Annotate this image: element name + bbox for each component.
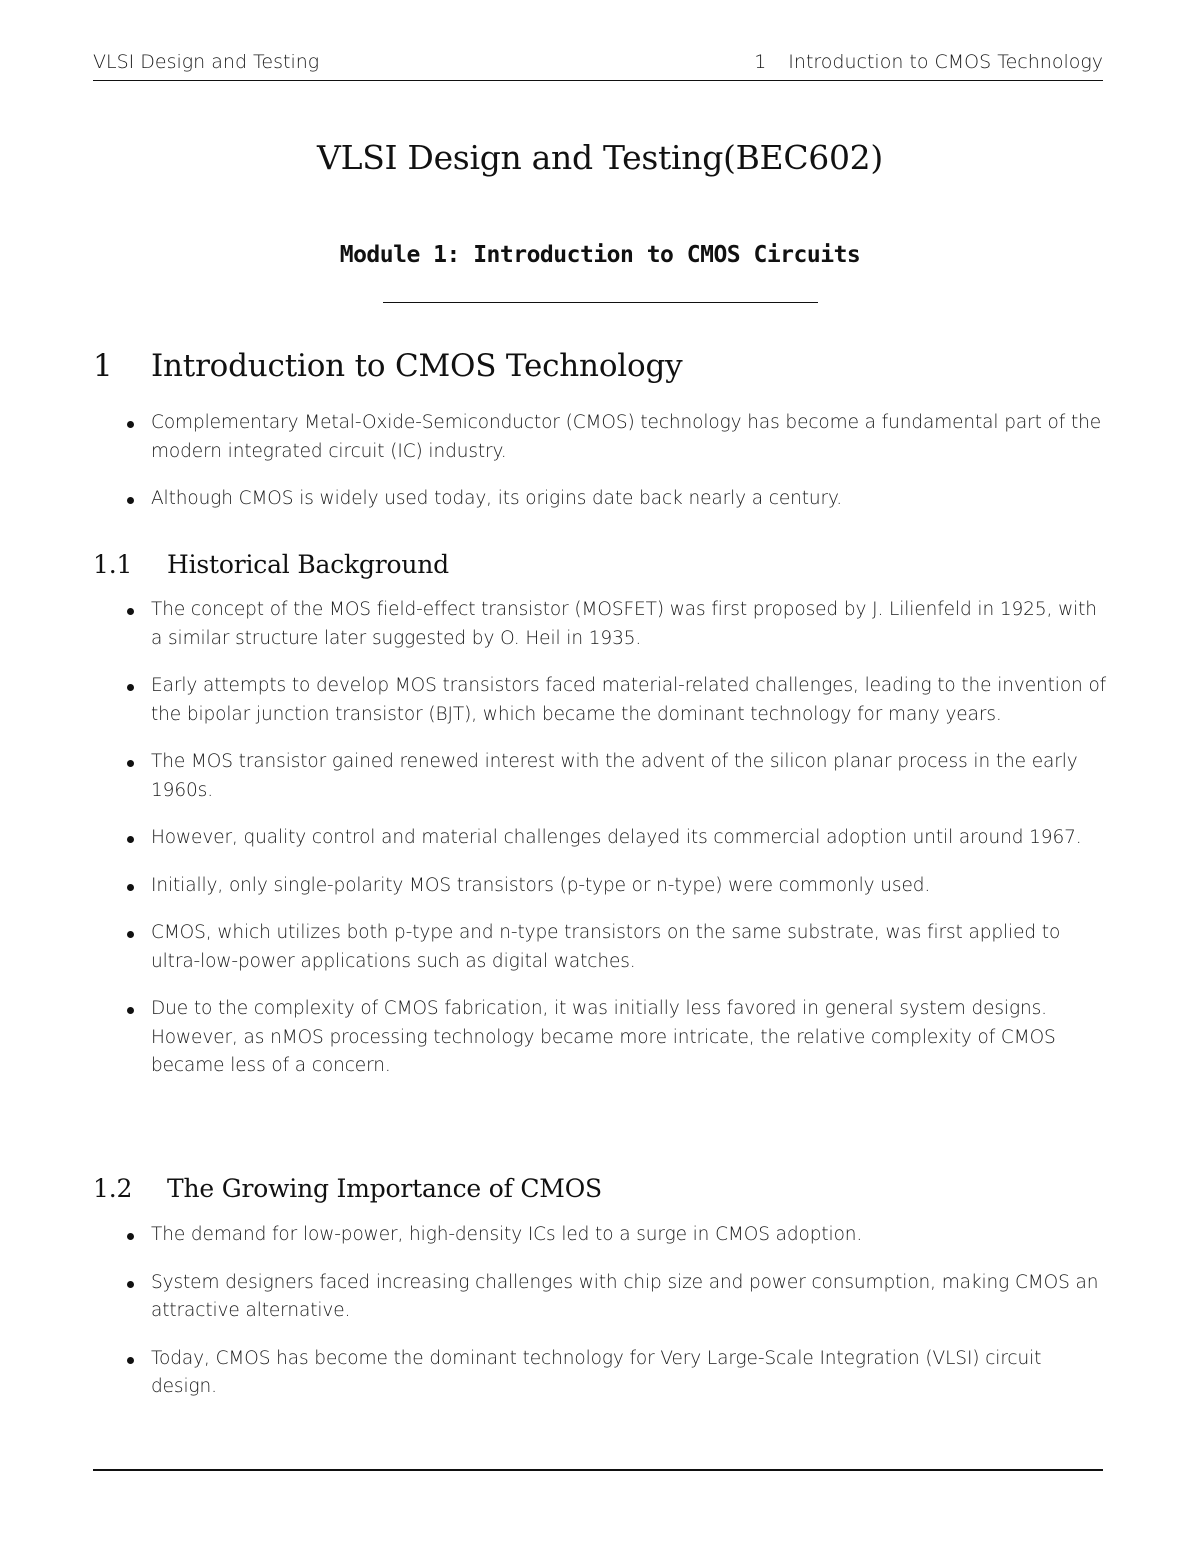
list-item [127, 1221, 1107, 1250]
subsection-title: The Growing Importance of CMOS [167, 1174, 602, 1203]
section-1-1-bullet-list [127, 596, 1107, 1100]
header-section-title: Introduction to CMOS Technology [788, 51, 1103, 73]
bullet-icon [127, 1007, 134, 1014]
section-1-2-bullet-list [127, 1221, 1107, 1421]
list-item-text: Complementary Metal-Oxide-Semiconductor (CMOS) technology has become a fundamental part of the modern integrated circuit (IC) industry. [151, 412, 1102, 462]
list-item-text: Although CMOS is widely used today, its origins date back nearly a century. [151, 488, 843, 509]
list-item [127, 596, 1107, 653]
bullet-icon [127, 931, 134, 938]
list-item-text: System designers faced increasing challenges with chip size and power consumption, making CMOS an attractive alternative. [151, 1271, 1099, 1321]
title-rule [383, 302, 818, 303]
list-item [127, 748, 1107, 805]
section-heading-1 [93, 348, 682, 384]
header-rule [93, 80, 1103, 81]
list-item-text: The MOS transistor gained renewed interest with the advent of the silicon planar process in the early 1960s. [151, 751, 1078, 801]
subsection-title: Historical Background [167, 550, 449, 579]
list-item-text: CMOS, which utilizes both p-type and n-type transistors on the same substrate, was first applied to ultra-low-power applications such as digital watches. [151, 922, 1061, 972]
running-header [93, 51, 1103, 79]
header-left-title: VLSI Design and Testing [93, 51, 320, 73]
bullet-icon [127, 608, 134, 615]
bullet-icon [127, 1357, 134, 1364]
list-item [127, 1345, 1107, 1402]
document-title: VLSI Design and Testing(BEC602) [317, 138, 883, 177]
bullet-icon [127, 497, 134, 504]
list-item-text: However, quality control and material challenges delayed its commercial adoption until around 1967. [151, 827, 1082, 848]
bullet-icon [127, 884, 134, 891]
list-item-text: Due to the complexity of CMOS fabrication, it was initially less favored in general system designs. However, as nMOS processing technology became more intricate, the relative complexity of CMOS became less of a concern. [151, 998, 1056, 1076]
list-item-text: Today, CMOS has become the dominant technology for Very Large-Scale Integration (VLSI) circuit design. [151, 1347, 1042, 1397]
section-1-bullet-list [127, 409, 1107, 533]
subsection-number: 1.2 [93, 1174, 133, 1203]
list-item [127, 409, 1107, 466]
list-item [127, 672, 1107, 729]
list-item [127, 872, 1107, 901]
list-item-text: The concept of the MOS field-effect transistor (MOSFET) was first proposed by J. Lilienfeld in 1925, with a similar structure later suggested by O. Heil in 1935. [151, 599, 1097, 649]
subsection-heading-1-1 [93, 550, 449, 579]
section-number: 1 [93, 348, 113, 384]
bullet-icon [127, 684, 134, 691]
subsection-heading-1-2 [93, 1174, 602, 1203]
footer-rule [93, 1469, 1103, 1471]
list-item [127, 919, 1107, 976]
header-section-number: 1 [754, 51, 767, 73]
section-title: Introduction to CMOS Technology [151, 348, 683, 384]
subsection-number: 1.1 [93, 550, 133, 579]
module-title: Module 1: Introduction to CMOS Circuits [339, 242, 861, 268]
list-item-text: Early attempts to develop MOS transistors faced material-related challenges, leading to the invention of the bipolar junction transistor (BJT), which became the dominant technology for many years. [151, 675, 1107, 725]
list-item-text: The demand for low-power, high-density ICs led to a surge in CMOS adoption. [151, 1224, 863, 1245]
list-item [127, 485, 1107, 514]
bullet-icon [127, 836, 134, 843]
list-item [127, 1269, 1107, 1326]
list-item [127, 995, 1107, 1081]
header-right [754, 51, 1103, 73]
bullet-icon [127, 1233, 134, 1240]
bullet-icon [127, 1281, 134, 1288]
bullet-icon [127, 421, 134, 428]
bullet-icon [127, 760, 134, 767]
list-item [127, 824, 1107, 853]
list-item-text: Initially, only single-polarity MOS transistors (p-type or n-type) were commonly used. [151, 874, 931, 896]
